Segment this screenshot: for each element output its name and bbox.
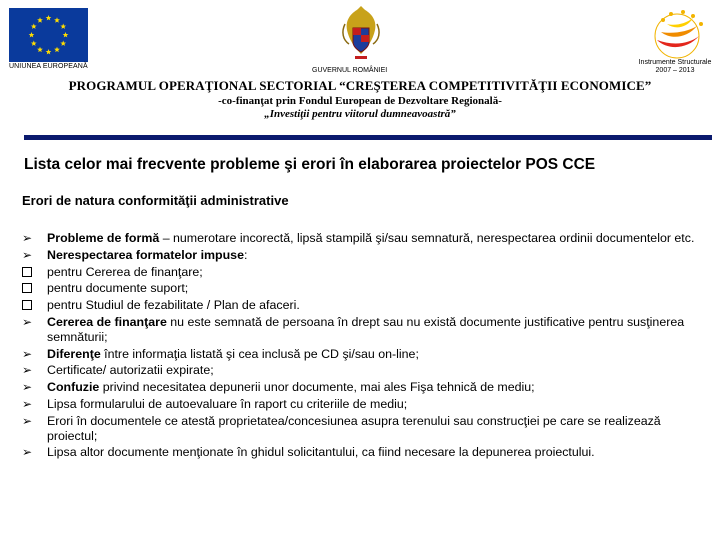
item-text: Lipsa altor documente menţionate în ghidul solicitantului, ca fiind necesare la depunerea proiectului. [47,445,595,460]
item-text: nu este semnată de persoana în drept sau nu există documente justificative pentru susţinerea semnăturii; [47,314,685,344]
eu-flag-icon [9,8,88,62]
list-item [22,265,712,280]
item-text: pentru Studiul de fezabilitate / Plan de afaceri. [47,298,300,313]
page-title: Lista celor mai frecvente probleme şi erori în elaborarea proiectelor POS CCE [24,156,596,173]
motto-line: „Investiţii pentru viitorul dumneavoastră” [264,108,456,120]
program-title: PROGRAMUL OPERAŢIONAL SECTORIAL “CREŞTEREA COMPETITIVITĂŢII ECONOMICE” [68,78,652,93]
list-item [22,281,712,296]
eu-star-icon [54,17,60,22]
eu-star-icon [46,15,52,20]
arrow-bullet-icon: ➢ [22,314,33,329]
item-bold-text: Confuzie [47,380,100,395]
item-text: Lipsa formularului de autoevaluare în raport cu criteriile de mediu; [47,396,408,411]
checkbox-bullet-icon [22,283,32,293]
item-bold-text: Nerespectarea formatelor impuse [47,247,244,262]
item-bold-text: Probleme de formă [47,231,160,245]
arrow-bullet-icon: ➢ [22,247,33,262]
item-text: privind necesitatea depunerii unor documente, mai ales Fişa tehnică de mediu; [99,380,535,395]
eu-star-icon [54,47,60,52]
eu-star-icon [60,41,66,46]
item-text: – numerotare incorectă, lipsă stampilă şi/sau semnatură, nerespectarea ordinii documentelor etc. [159,231,695,245]
eu-label: UNIUNEA EUROPEANĂ [9,63,88,70]
item-text: Erori în documentele ce atestă proprietatea/concesiunea asupra terenului sau construcţiei pe care se realizează proiectul; [47,413,661,443]
item-text: pentru Cererea de finanţare; [47,264,203,279]
program-headline [0,78,720,120]
arrow-bullet-icon: ➢ [22,363,33,378]
list-item [22,380,712,395]
arrow-bullet-icon: ➢ [22,413,33,428]
checkbox-bullet-icon [22,267,32,277]
eu-star-icon [37,47,43,52]
list-item [22,397,712,412]
eu-star-icon [31,41,37,46]
list-item [22,414,712,444]
logo-bar [0,0,720,76]
item-text: între informaţia listată şi cea inclusă pe CD şi/sau on-line; [100,346,419,361]
eu-star-icon [46,49,52,54]
list-item [22,315,712,345]
is-label: Instrumente Structurale 2007 – 2013 [638,59,712,74]
arrow-bullet-icon: ➢ [22,396,33,411]
eu-star-icon [60,24,66,29]
arrow-bullet-icon: ➢ [22,346,33,361]
list-item [22,298,712,313]
item-bold-text: Diferenţe [47,346,101,361]
cofinance-line: -co-finanţat prin Fondul European de Dezvoltare Regională- [218,95,502,107]
eu-star-icon [37,17,43,22]
arrow-bullet-icon: ➢ [22,231,33,245]
checkbox-bullet-icon [22,300,32,310]
item-bold-text: Cererea de finanţare [47,314,167,329]
list-item [22,445,712,460]
item-text: Certificate/ autorizatii expirate; [47,363,214,378]
list-item [22,363,712,378]
structural-instruments-logo-icon [643,6,707,60]
item-text: : [243,247,248,262]
list-item [22,347,712,362]
romanian-coat-of-arms-icon [341,4,381,64]
eu-star-icon [63,32,69,37]
section-subtitle: Erori de natura conformităţii administrative [22,193,289,208]
arrow-bullet-icon: ➢ [22,445,33,460]
error-list [22,231,712,462]
gov-label: GUVERNUL ROMÂNIEI [312,67,388,74]
divider-rule [24,135,712,140]
list-item [22,248,712,263]
eu-star-icon [31,24,37,29]
item-text: pentru documente suport; [47,281,189,296]
eu-stars-icon [9,8,88,62]
list-item [22,231,712,246]
arrow-bullet-icon: ➢ [22,380,33,395]
eu-star-icon [29,32,35,37]
